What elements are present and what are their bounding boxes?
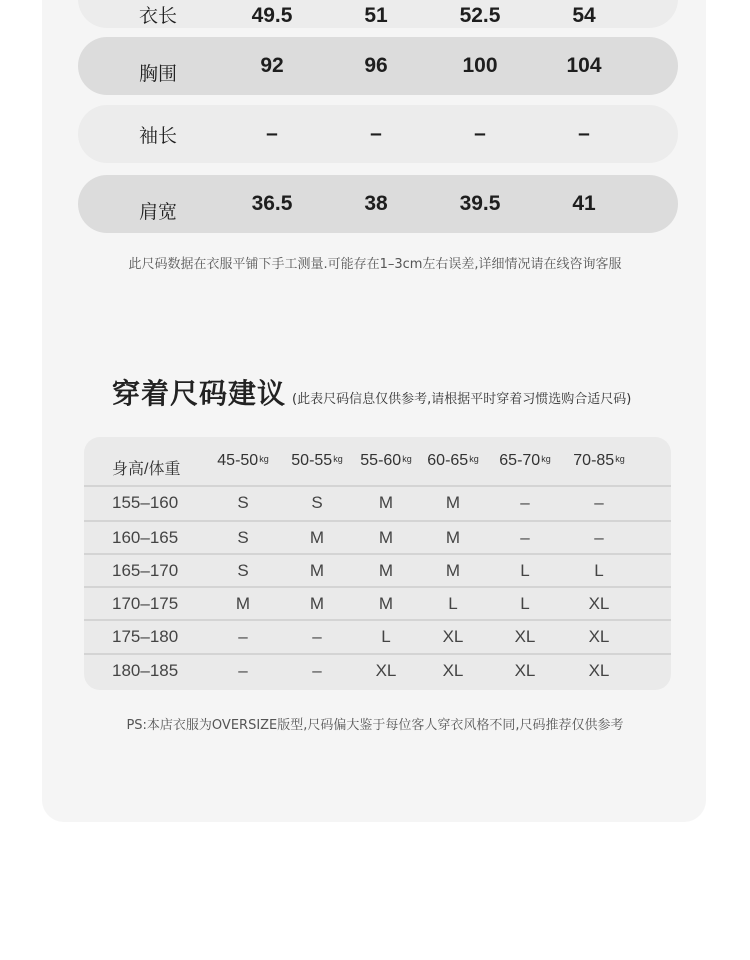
size-cell: XL: [375, 661, 397, 680]
height-cell: 175–180: [112, 627, 179, 646]
size-value: 52.5: [459, 4, 501, 27]
size-cell: M: [445, 493, 461, 512]
table-row: [84, 520, 671, 554]
size-cell: M: [309, 528, 325, 547]
height-cell: 165–170: [112, 561, 179, 580]
measure-row-shoulder: [78, 175, 678, 233]
measure-row-sleeve: [78, 105, 678, 163]
height-cell: 160–165: [112, 528, 179, 547]
size-value: –: [578, 122, 590, 145]
size-cell: XL: [588, 661, 610, 680]
size-cell: S: [311, 493, 323, 512]
size-cell: M: [378, 561, 394, 580]
measurement-note: 此尺码数据在衣服平铺下手工测量.可能存在1–3cm左右误差,详细情况请在线咨询客服: [128, 257, 622, 272]
height-cell: 155–160: [112, 493, 179, 512]
size-cell: –: [238, 661, 248, 680]
size-cell: L: [448, 594, 458, 613]
measure-row-length: [78, 0, 678, 28]
size-cell: –: [312, 661, 322, 680]
size-cell: XL: [514, 627, 536, 646]
size-cell: S: [237, 493, 249, 512]
table-row: [84, 619, 671, 653]
size-value: 38: [364, 192, 388, 215]
header-weight: 70-85 $^{kg}$: [573, 452, 625, 469]
size-value: 41: [572, 192, 596, 215]
row-label: 袖长: [138, 124, 177, 147]
table-row: [84, 586, 671, 620]
header-weight: 65-70 $^{kg}$: [499, 452, 551, 469]
size-cell: –: [312, 627, 322, 646]
size-cell: M: [378, 594, 394, 613]
size-cell: –: [520, 528, 530, 547]
size-recommend-table: [84, 437, 671, 690]
size-cell: M: [378, 493, 394, 512]
size-value: 104: [566, 54, 602, 77]
size-cell: M: [378, 528, 394, 547]
measure-row-chest: [78, 37, 678, 95]
size-cell: L: [520, 561, 530, 580]
size-cell: –: [520, 493, 530, 512]
size-cell: XL: [588, 594, 610, 613]
size-value: 39.5: [459, 192, 501, 215]
size-cell: L: [381, 627, 391, 646]
size-cell: XL: [442, 661, 464, 680]
header-weight: 50-55 $^{kg}$: [291, 452, 343, 469]
size-value: 96: [364, 54, 388, 77]
size-value: 36.5: [251, 192, 293, 215]
header-weight: 60-65 $^{kg}$: [427, 452, 479, 469]
size-value: –: [474, 122, 486, 145]
size-value: –: [266, 122, 278, 145]
row-label: 衣长: [138, 5, 177, 27]
size-value: 92: [260, 54, 284, 77]
size-value: –: [370, 122, 382, 145]
size-cell: M: [445, 561, 461, 580]
size-value: 51: [364, 4, 388, 27]
row-label: 胸围: [138, 62, 177, 85]
size-cell: XL: [588, 627, 610, 646]
row-label: 肩宽: [138, 200, 177, 223]
size-cell: –: [594, 493, 604, 512]
size-value: 49.5: [251, 4, 293, 27]
size-value: 100: [462, 54, 498, 77]
size-cell: S: [237, 528, 249, 547]
oversize-note: PS:本店衣服为OVERSIZE版型,尺码偏大鉴于每位客人穿衣风格不同,尺码推荐仅供参考: [126, 718, 624, 733]
height-cell: 170–175: [112, 594, 179, 613]
size-value: 54: [572, 4, 596, 27]
header-weight: 55-60 $^{kg}$: [360, 452, 412, 469]
size-cell: M: [445, 528, 461, 547]
size-cell: XL: [514, 661, 536, 680]
size-cell: L: [520, 594, 530, 613]
table-row: [84, 653, 671, 687]
recommend-subtitle: (此表尺码信息仅供参考,请根据平时穿着习惯选购合适尺码): [292, 392, 632, 407]
recommend-heading: [112, 372, 631, 412]
header-weight: 45-50 $^{kg}$: [217, 452, 269, 469]
size-cell: M: [309, 561, 325, 580]
size-cell: –: [594, 528, 604, 547]
size-cell: –: [238, 627, 248, 646]
size-cell: L: [594, 561, 604, 580]
size-cell: XL: [442, 627, 464, 646]
height-cell: 180–185: [112, 661, 179, 680]
recommend-title: 穿着尺码建议: [112, 377, 287, 410]
size-cell: M: [235, 594, 251, 613]
header-height-weight: 身高/体重: [112, 460, 181, 478]
table-row: [84, 485, 671, 519]
table-row: [84, 553, 671, 587]
size-cell: M: [309, 594, 325, 613]
size-cell: S: [237, 561, 249, 580]
table-header: [84, 437, 671, 485]
